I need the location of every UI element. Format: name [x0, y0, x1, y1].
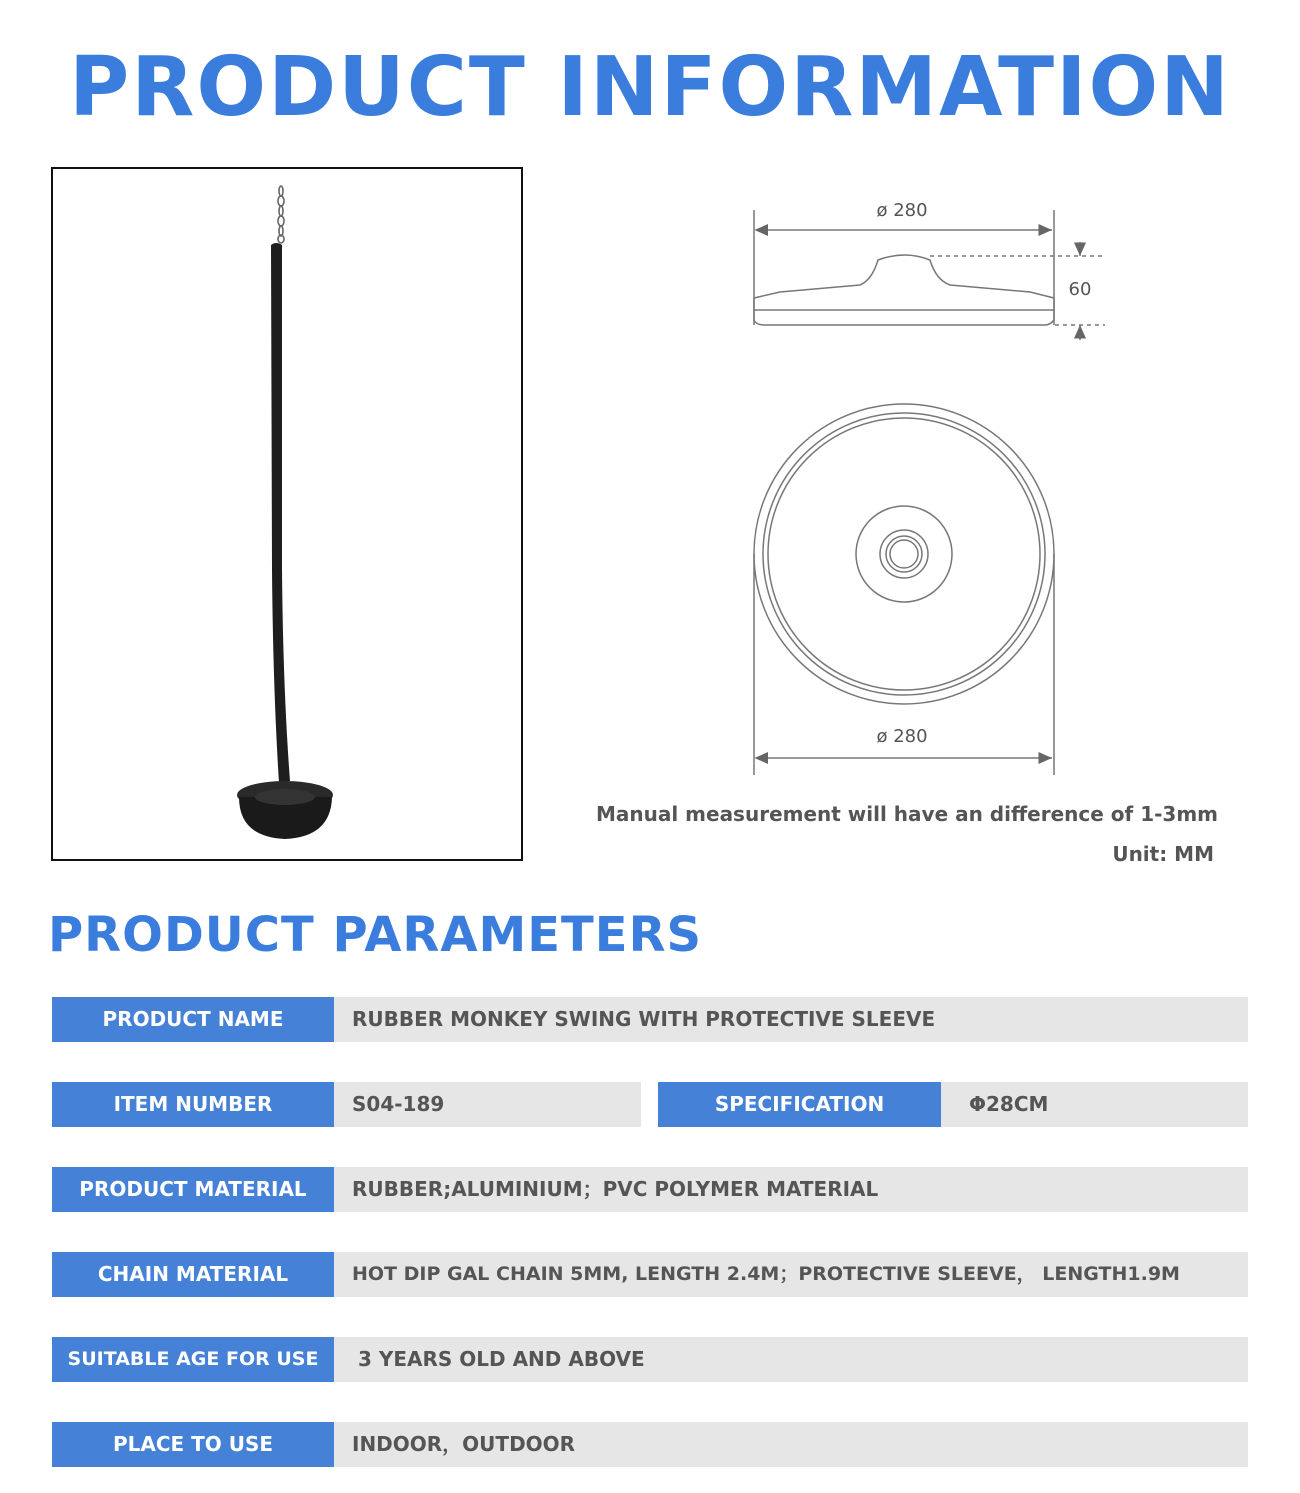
param-row-item-number — [52, 1082, 1248, 1127]
product-photo — [53, 169, 521, 859]
chain — [278, 186, 284, 243]
param-label-specification: SPECIFICATION — [658, 1082, 941, 1127]
technical-drawing — [720, 180, 1160, 790]
param-value: 3 YEARS OLD AND ABOVE — [334, 1337, 1248, 1382]
param-row-product-name — [52, 997, 1248, 1042]
param-row-product-material — [52, 1167, 1248, 1212]
param-value: HOT DIP GAL CHAIN 5MM, LENGTH 2.4M；PROTECTIVE SLEEVE， LENGTH1.9M — [334, 1252, 1248, 1297]
section-title: PRODUCT PARAMETERS — [48, 907, 703, 963]
param-label: SUITABLE AGE FOR USE — [52, 1337, 334, 1382]
measurement-note: Manual measurement will have an difference of 1-3mm — [595, 802, 1218, 826]
param-value: INDOOR，OUTDOOR — [334, 1422, 1248, 1467]
bottom-diameter-label: ø 280 — [876, 726, 928, 747]
param-value: RUBBER MONKEY SWING WITH PROTECTIVE SLEEVE — [334, 997, 1248, 1042]
product-photo-frame — [51, 167, 523, 861]
param-row-chain-material — [52, 1252, 1248, 1297]
page-title: PRODUCT INFORMATION — [69, 40, 1231, 135]
param-label: CHAIN MATERIAL — [52, 1252, 334, 1297]
param-value: S04-189 — [334, 1082, 641, 1127]
param-label: ITEM NUMBER — [52, 1082, 334, 1127]
side-profile — [754, 255, 1054, 325]
top-view-outer — [754, 404, 1054, 704]
param-label: PRODUCT MATERIAL — [52, 1167, 334, 1212]
param-label: PLACE TO USE — [52, 1422, 334, 1467]
param-label: PRODUCT NAME — [52, 997, 334, 1042]
top-diameter-label: ø 280 — [876, 200, 928, 221]
param-row-suitable-age — [52, 1337, 1248, 1382]
top-view-hub — [856, 506, 952, 602]
param-value: RUBBER;ALUMINIUM；PVC POLYMER MATERIAL — [334, 1167, 1248, 1212]
unit-note: Unit: MM — [1112, 842, 1214, 866]
protective-sleeve — [271, 243, 290, 783]
param-value-specification: Φ28CM — [941, 1082, 1248, 1127]
height-label: 60 — [1068, 279, 1092, 300]
param-row-place-to-use — [52, 1422, 1248, 1467]
